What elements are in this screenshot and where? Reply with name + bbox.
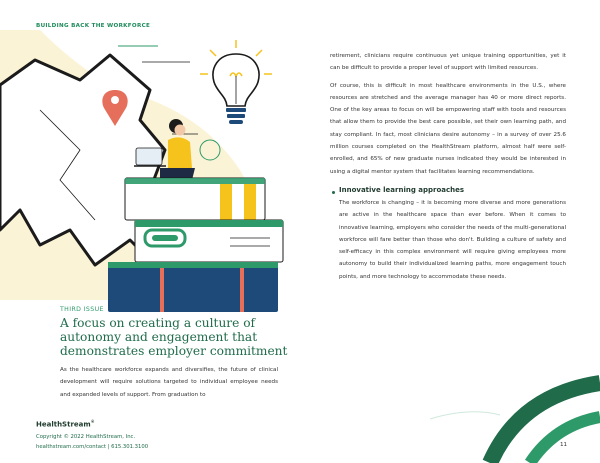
- illustration: [0, 30, 300, 320]
- logo-registered-mark: ®: [90, 419, 95, 424]
- bullet-body: The workforce is changing – it is becoming more diverse and more generations are active in the healthcare space than ever before. When it comes to innovative learning, employers who consider the needs of the multi-generational workforce will fare better than those who don't. Building a culture of safety and self-efficacy in this complex environment will require giving employees more autonomy to build their individualized learning paths, more engagement touch points, and more technology to accommodate these needs.: [339, 199, 566, 280]
- footer-copyright: Copyright © 2022 HealthStream, Inc.: [36, 434, 136, 440]
- section-heading: A focus on creating a culture of autonomy and engagement that demonstrates employer commitment: [60, 316, 288, 358]
- section-kicker: BUILDING BACK THE WORKFORCE: [36, 23, 151, 29]
- footer-arc-decoration: [430, 355, 600, 463]
- arc-mid: [530, 417, 600, 463]
- light-bulb-icon: [200, 40, 272, 124]
- bullet-dot-icon: [332, 191, 335, 194]
- bullet-title: Innovative learning approaches: [339, 185, 465, 194]
- right-paragraph-1: retirement, clinicians require continuous yet unique training opportunities, yet it can be difficult to provide a proper level of support with limited resources.: [330, 53, 566, 72]
- footer-contact: healthstream.com/contact | 615.301.3100: [36, 444, 149, 450]
- left-body-paragraph: As the healthcare workforce expands and diversifies, the future of clinical development will require solutions targeted to individual employee needs and expanded levels of support. From graduation to: [60, 367, 278, 398]
- page-number: 11: [560, 442, 568, 448]
- right-column: [330, 50, 566, 288]
- section-label: THIRD ISSUE: [60, 306, 104, 313]
- footer-logo: [36, 419, 95, 428]
- logo-text: HealthStream: [36, 420, 91, 429]
- bullet-item: [330, 186, 566, 283]
- laptop-icon: [136, 148, 162, 165]
- arc-light: [430, 412, 500, 419]
- right-paragraph-2: Of course, this is difficult in most healthcare environments in the U.S., where resources are stretched and the average manager has 40 or more direct reports. One of the key areas to focus on will be empowering staff with tools and resources that allow them to provide the best care possible, set their own learning path, and stay compliant. In fact, most clinicians desire autonomy – in a survey of over 25.6 million courses completed on the HealthStream platform, almost half were self-enrolled, and 65% of new graduate nurses indicated they would be interested in using a digital mentor system that facilitates learning recommendations.: [330, 82, 566, 175]
